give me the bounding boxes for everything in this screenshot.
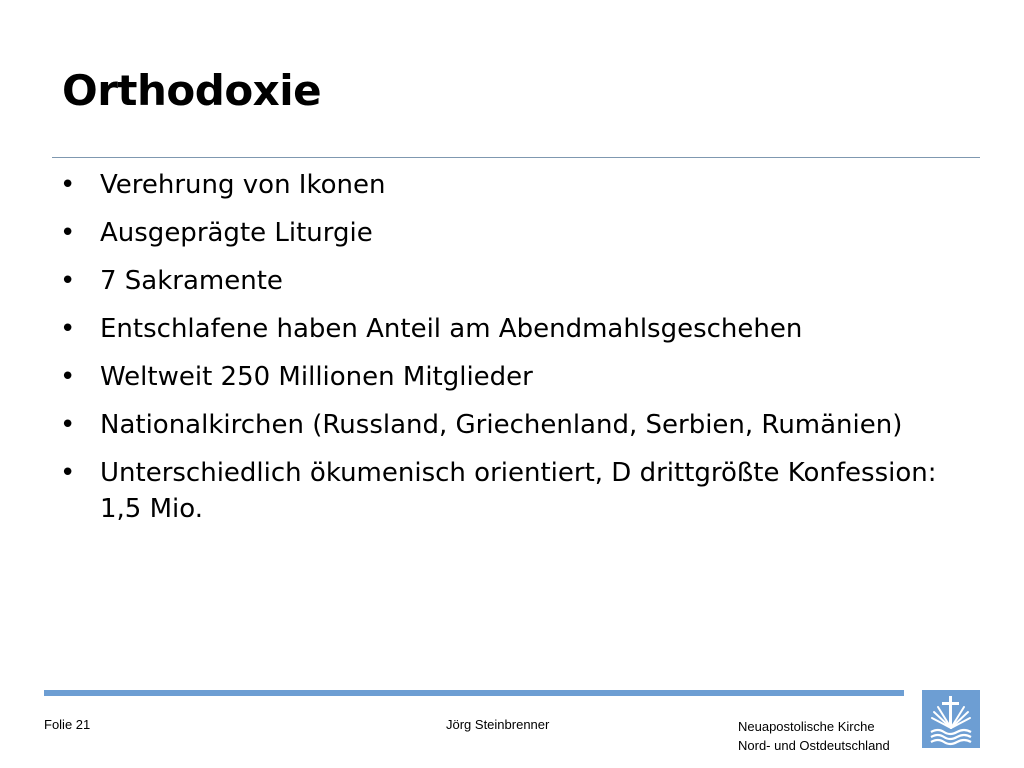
title-divider — [52, 157, 980, 158]
church-logo-icon — [922, 690, 980, 748]
bullet-marker: • — [60, 362, 76, 392]
list-item — [60, 407, 970, 443]
slide-title: Orthodoxie — [62, 66, 322, 115]
slide-number: Folie 21 — [44, 717, 91, 732]
footer-author: Jörg Steinbrenner — [446, 717, 550, 732]
bullet-text: Entschlafene haben Anteil am Abendmahlsgeschehen — [100, 314, 803, 344]
list-item — [60, 215, 970, 251]
list-item — [60, 263, 970, 299]
bullet-list — [60, 167, 970, 539]
list-item — [60, 167, 970, 203]
bullet-text: Unterschiedlich ökumenisch orientiert, D drittgrößte Konfession: 1,5 Mio. — [100, 458, 937, 524]
bullet-marker: • — [60, 410, 76, 440]
bullet-marker: • — [60, 218, 76, 248]
bullet-text: Nationalkirchen (Russland, Griechenland, Serbien, Rumänien) — [100, 410, 903, 440]
bullet-marker: • — [60, 170, 76, 200]
church-logo-svg — [922, 690, 980, 748]
bullet-text: Weltweit 250 Millionen Mitglieder — [100, 362, 533, 392]
bullet-text: 7 Sakramente — [100, 266, 283, 296]
footer-bar — [44, 690, 904, 696]
org-name-line1: Neuapostolische Kirche — [738, 719, 875, 734]
bullet-marker: • — [60, 458, 76, 488]
org-name-line2: Nord- und Ostdeutschland — [738, 738, 890, 753]
list-item — [60, 311, 970, 347]
bullet-text: Verehrung von Ikonen — [100, 170, 386, 200]
bullet-marker: • — [60, 266, 76, 296]
footer-organization — [738, 717, 890, 755]
list-item — [60, 359, 970, 395]
bullet-marker: • — [60, 314, 76, 344]
list-item — [60, 455, 970, 527]
bullet-text: Ausgeprägte Liturgie — [100, 218, 373, 248]
